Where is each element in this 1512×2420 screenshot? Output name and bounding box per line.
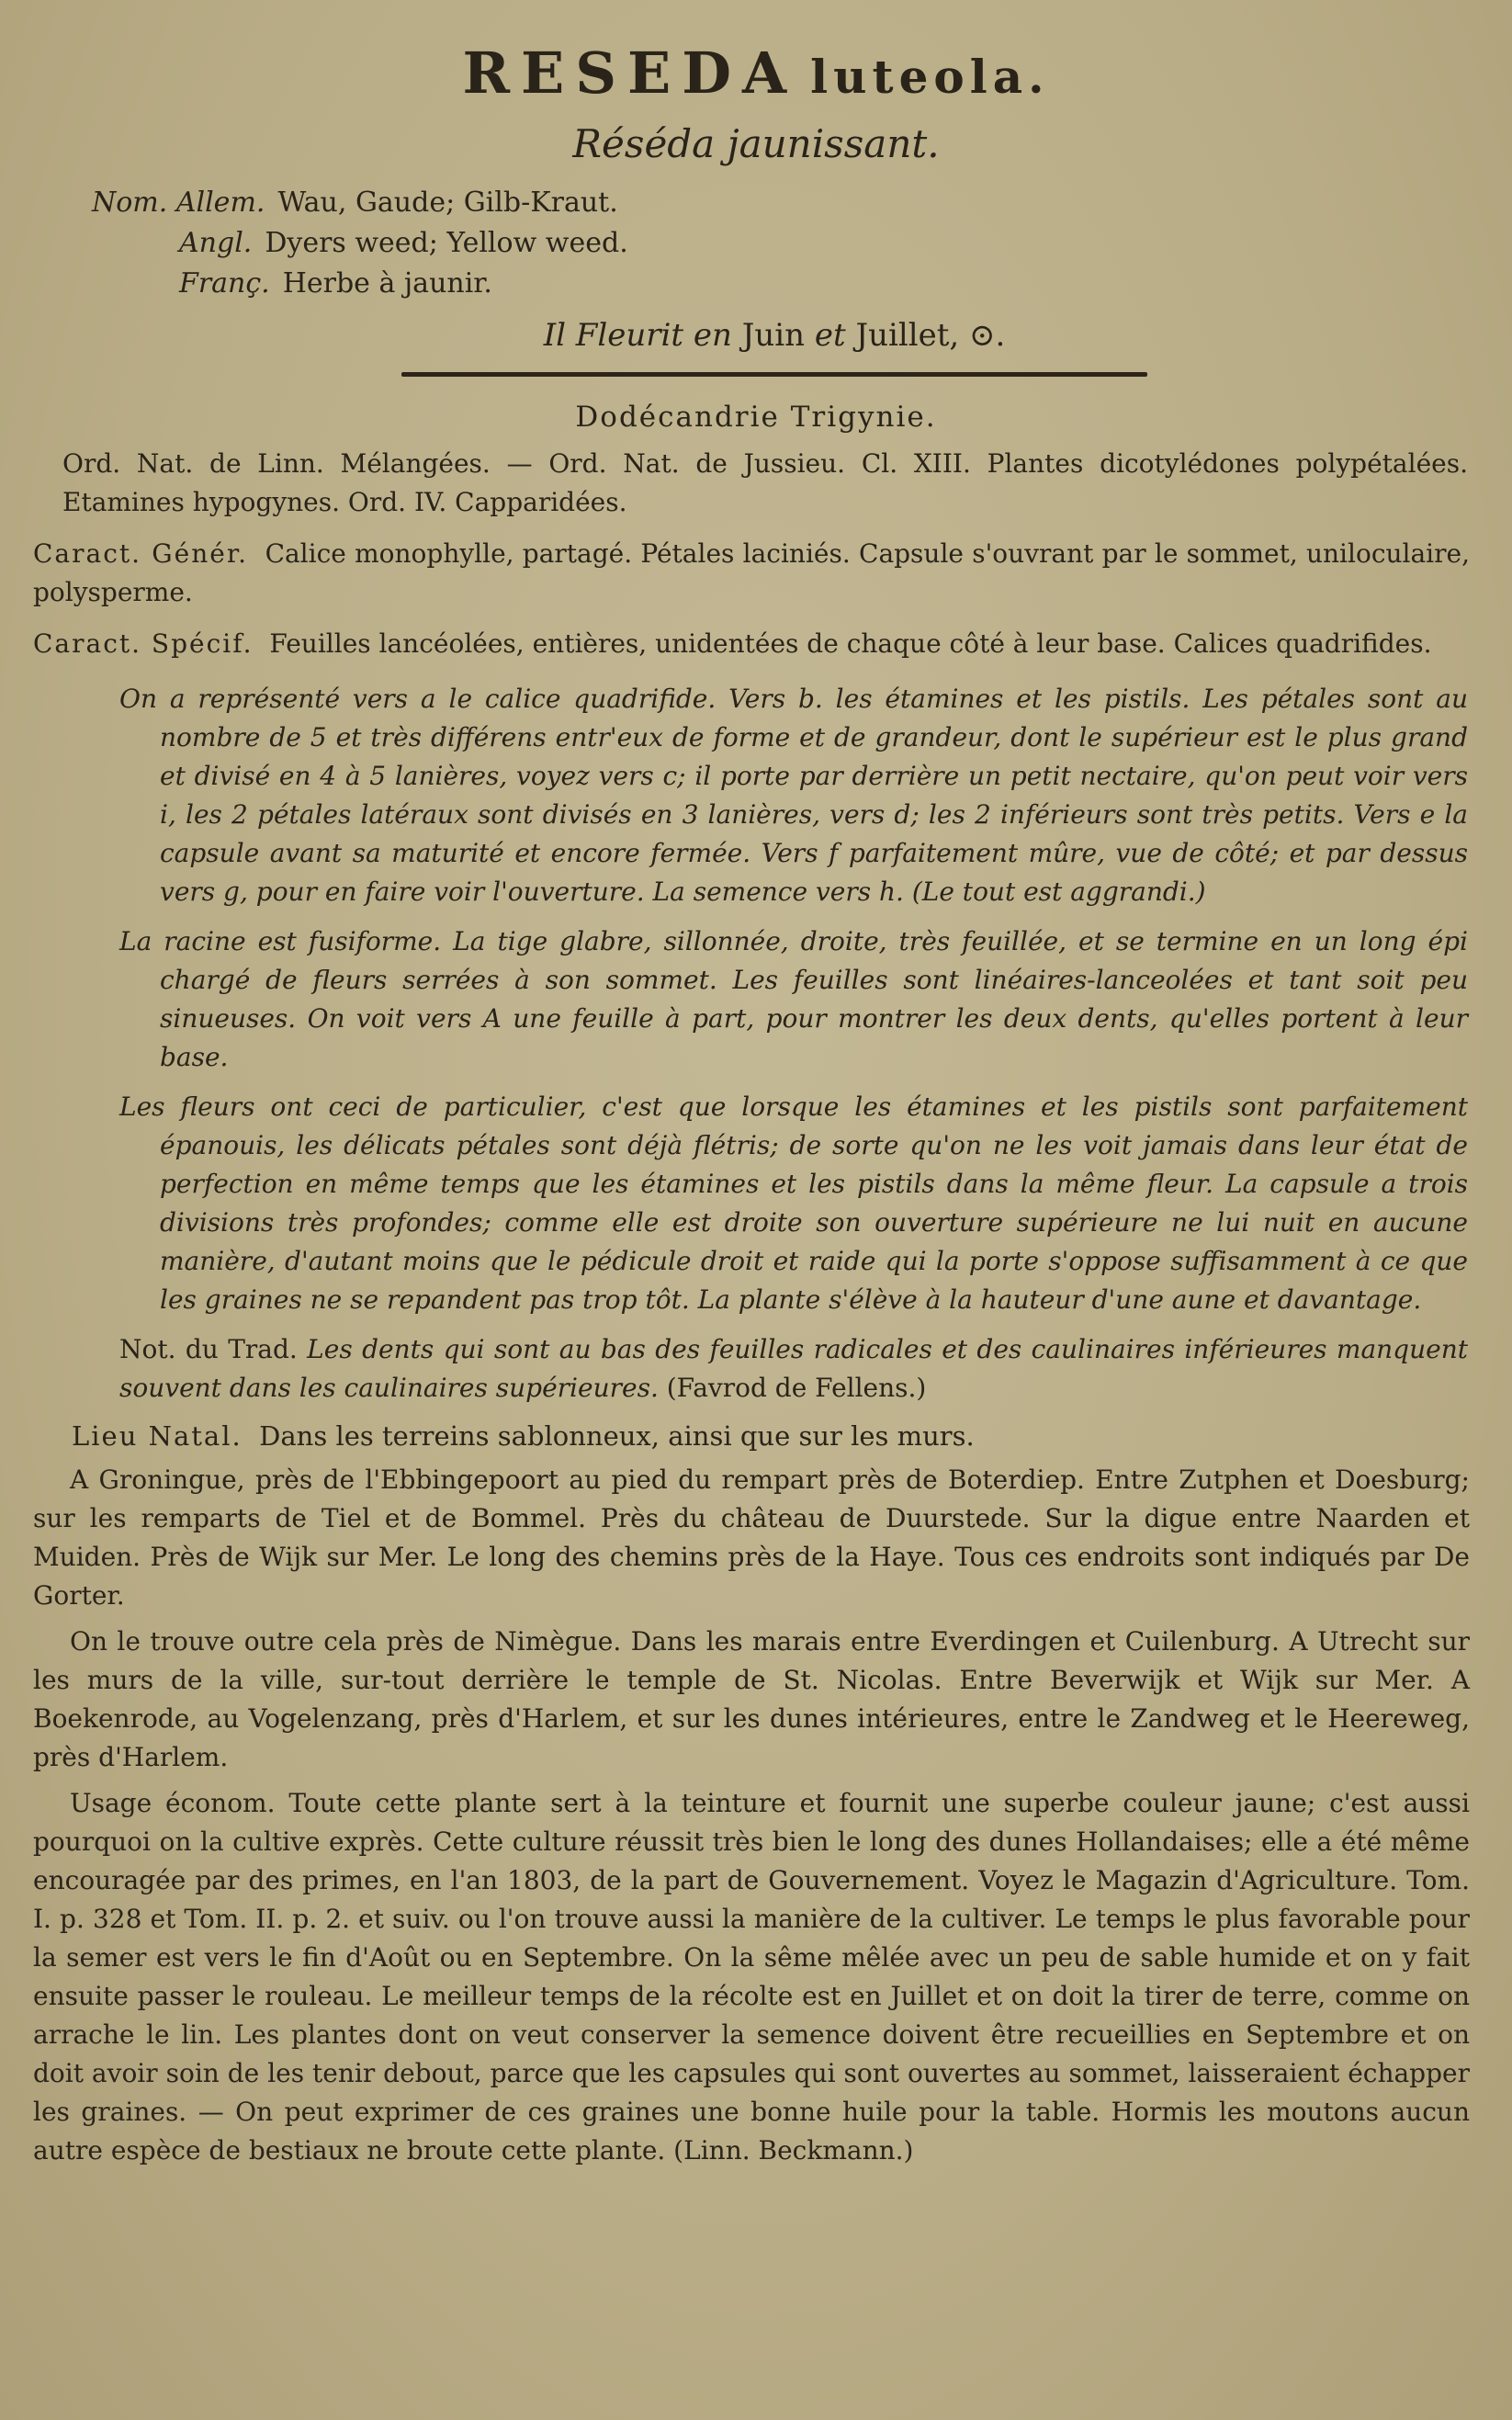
annual-symbol-icon: ⊙. xyxy=(969,317,1006,354)
translator-note xyxy=(119,1330,1468,1408)
classification: Dodécandrie Trigynie. xyxy=(575,401,937,434)
orders-text: Ord. Nat. de Linn. Mélangées. — Ord. Nat. de Jussieu. Cl. XIII. Plantes dicotylédones polypétalées. Etamines hypogynes. Ord. IV. Capparidées. xyxy=(62,448,1468,517)
description-paragraph: Les fleurs ont ceci de particulier, c'est que lorsque les étamines et les pistils sont parfaitement épanouis, les délicats pétales sont déjà flétris; de sorte qu'on ne les voit jamais dans leur état de perfection en même temps que les étamines et les pistils dans la même fleur. La capsule a trois divisions très profondes; comme elle est droite son ouverture supérieure ne lui nuit en aucune manière, d'autant moins que le pédicule droit et raide qui la porte s'oppose suffisamment à ce que les graines ne se repandent pas trop tôt. La plante s'élève à la hauteur d'une aune et davantage. xyxy=(119,1091,1468,1315)
note-author: (Favrod de Fellens.) xyxy=(666,1373,927,1403)
flowering-month-2: Juillet xyxy=(855,317,950,354)
caract-specif xyxy=(33,625,1470,663)
caract-gener-text: Calice monophylle, partagé. Pétales laciniés. Capsule s'ouvrant par le sommet, uniloculaire, polysperme. xyxy=(33,538,1470,607)
description-paragraph: La racine est fusiforme. La tige glabre, sillonnée, droite, très feuillée, et se termine en un long épi chargé de fleurs serrées à son sommet. Les feuilles sont linéaires-lanceolées et tant soit peu sinueuses. On voit vers A une feuille à part, pour montrer les deux dents, qu'elles portent à leur base. xyxy=(119,926,1468,1072)
description-paragraph: On a représenté vers a le calice quadrifide. Vers b. les étamines et les pistils. Les pétales sont au nombre de 5 et très différens entr'eux de forme et de grandeur, dont le supérieur est le plus grand et divisé en 4 à 5 lanières, voyez vers c; il porte par derrière un petit nectaire, qu'on peut voir vers i, les 2 pétales latéraux sont divisés en 3 lanières, vers d; les 2 inférieurs sont très petits. Vers e la capsule avant sa maturité et encore fermée. Vers f parfaitement mûre, vue de côté; et par dessus vers g, pour en faire voir l'ouverture. La semence vers h. (Le tout est aggrandi.) xyxy=(119,684,1468,907)
page-title xyxy=(0,37,1512,114)
name-row-allem xyxy=(92,183,1512,223)
lieu-text: Dans les terreins sablonneux, ainsi que sur les murs. xyxy=(259,1420,975,1452)
subtitle: Réséda jaunissant. xyxy=(572,121,940,166)
flowering-and: et xyxy=(814,317,846,354)
lieu-natal xyxy=(72,1420,1468,1452)
franc-value: Herbe à jaunir. xyxy=(282,267,492,300)
flowering-period: Il Fleurit en Juin et Juillet, ⊙. xyxy=(543,317,1006,354)
body-paragraph: Usage économ. Toute cette plante sert à la teinture et fournit une superbe couleur jaune; c'est aussi pourquoi on la cultive exprès. Cette culture réussit très bien le long des dunes Hollandaises; elle a été même encouragée par des primes, en l'an 1803, de la part de Gouvernement. Voyez le Magazin d'Agriculture. Tom. I. p. 328 et Tom. II. p. 2. et suiv. ou l'on trouve aussi la manière de la cultiver. Le temps le plus favorable pour la semer est vers le fin d'Août ou en Septembre. On la sême mêlée avec un peu de sable humide et on y fait ensuite passer le rouleau. Le meilleur temps de la récolte est en Juillet et on doit la tirer de terre, comme on arrache le lin. Les plantes dont on veut conserver la semence doivent être recueillies en Septembre et on doit avoir soin de les tenir debout, parce que les capsules qui sont ouvertes au sommet, laisseraient échapper les graines. — On peut exprimer de ces graines une bonne huile pour la table. Hormis les moutons aucun autre espèce de bestiaux ne broute cette plante. (Linn. Beckmann.) xyxy=(33,1788,1470,2166)
title-genus: RESEDA xyxy=(462,40,798,107)
name-row-angl xyxy=(92,223,1512,264)
lieu-head: Lieu Natal. xyxy=(72,1420,243,1452)
descriptions xyxy=(119,680,1468,1319)
allem-label: Nom. Allem. xyxy=(92,187,265,219)
angl-value: Dyers weed; Yellow weed. xyxy=(265,227,628,259)
title-species: luteola. xyxy=(810,50,1050,104)
angl-label: Angl. xyxy=(179,227,253,259)
caract-gener-head: Caract. Génér. xyxy=(33,538,249,569)
caract-gener xyxy=(33,535,1470,612)
common-names xyxy=(92,183,1512,304)
caract-specif-head: Caract. Spécif. xyxy=(33,628,254,659)
divider xyxy=(401,372,1147,377)
body-text xyxy=(33,1461,1470,2170)
orders xyxy=(62,445,1468,522)
body-paragraph: A Groningue, près de l'Ebbingepoort au pied du rempart près de Boterdiep. Entre Zutphen et Doesburg; sur les remparts de Tiel et de Bommel. Près du château de Duurstede. Sur la digue entre Naarden et Muiden. Près de Wijk sur Mer. Le long des chemins près de la Haye. Tous ces endroits sont indiqués par De Gorter. xyxy=(33,1464,1470,1611)
flowering-month-1: Juin xyxy=(741,317,806,354)
caract-specif-text: Feuilles lancéolées, entières, unidentées de chaque côté à leur base. Calices quadrifides. xyxy=(269,628,1432,659)
note-head: Not. du Trad. xyxy=(119,1334,298,1364)
name-row-franc xyxy=(92,264,1512,304)
note-text: Les dents qui sont au bas des feuilles radicales et des caulinaires inférieures manquent souvent dans les caulinaires supérieures. xyxy=(119,1334,1468,1403)
franc-label: Franç. xyxy=(179,267,270,300)
allem-value: Wau, Gaude; Gilb-Kraut. xyxy=(277,187,618,219)
body-paragraph: On le trouve outre cela près de Nimègue. Dans les marais entre Everdingen et Cuilenburg. A Utrecht sur les murs de la ville, sur-tout derrière le temple de St. Nicolas. Entre Beverwijk et Wijk sur Mer. A Boekenrode, au Vogelenzang, près d'Harlem, et sur les dunes intérieures, entre le Zandweg et le Heereweg, près d'Harlem. xyxy=(33,1626,1470,1772)
flowering-prefix: Il Fleurit en xyxy=(543,317,732,354)
